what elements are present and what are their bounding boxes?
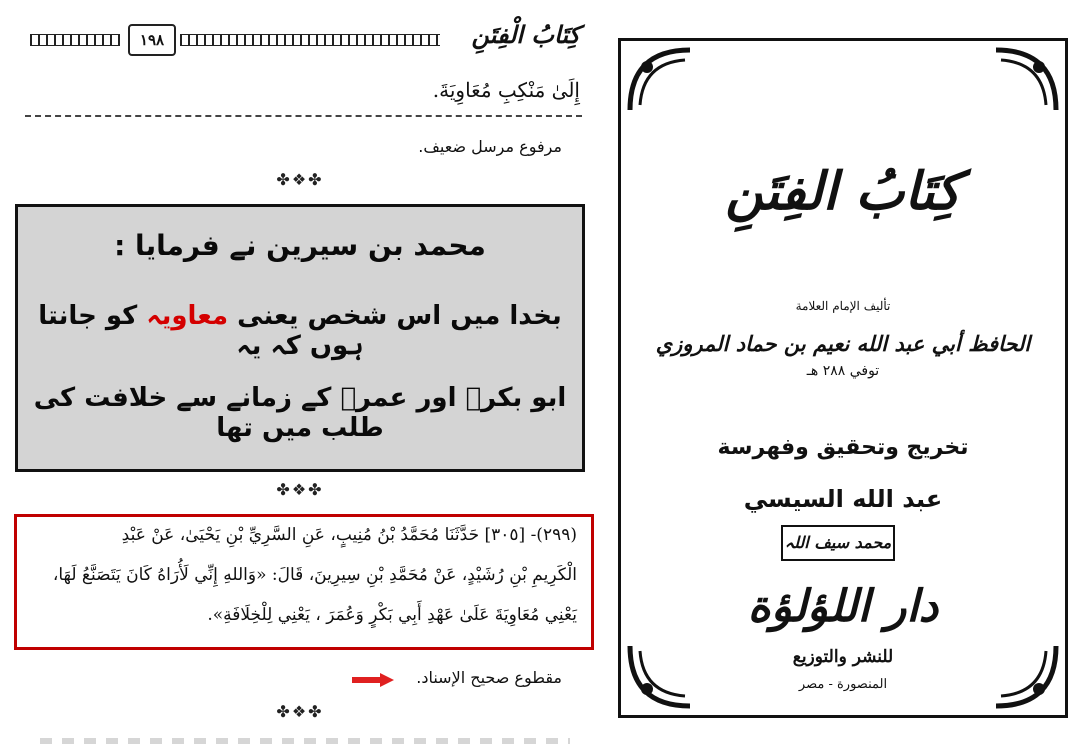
urdu-line-2-b: کو جانتا ہوں کہ یہ bbox=[38, 301, 364, 361]
owner-stamp: محمد سیف اللہ bbox=[781, 525, 895, 561]
publisher-name: دار اللؤلؤة bbox=[747, 581, 939, 632]
hadith-tail-line: إِلَىٰ مَنْكِبِ مُعَاوِيَةَ. bbox=[432, 78, 580, 102]
hadith-box bbox=[14, 514, 594, 650]
red-arrow-icon bbox=[352, 673, 394, 687]
hadith-line-2: الْكَرِيمِ بْنِ رُشَيْدٍ، عَنْ مُحَمَّدِ بْنِ سِيرِينَ، قَالَ: «وَاللهِ إِنِّي لَأُرَاهُ كَانَ يَتَصَنَّعُ لَهَا، bbox=[52, 565, 577, 585]
publisher-city: المنصورة - مصر bbox=[798, 677, 888, 692]
author-death-date: توفي ٢٨٨ هـ bbox=[806, 363, 880, 379]
page-number: ١٩٨ bbox=[128, 24, 176, 56]
grade-text-2: مقطوع صحيح الإسناد. bbox=[416, 668, 562, 687]
publisher-subtitle: للنشر والتوزيع bbox=[792, 647, 894, 667]
faint-bottom-line bbox=[40, 738, 570, 744]
header-chain bbox=[180, 34, 440, 46]
author-name: الحافظ أبي عبد الله نعيم بن حماد المروزي bbox=[655, 331, 1031, 356]
corner-ornament-icon bbox=[625, 45, 695, 115]
urdu-translation-box bbox=[15, 204, 585, 472]
corner-ornament-icon bbox=[991, 45, 1061, 115]
cover-title: كِتَابُ الفِتَنِ bbox=[725, 161, 961, 222]
hadith-line-3: يَعْنِي مُعَاوِيَةَ عَلَىٰ عَهْدِ أَبِي بَكْرٍ وَعُمَرَ ، يَعْنِي لِلْخِلَافَةِ». bbox=[207, 605, 577, 625]
urdu-line-3: ابو بکرؓ اور عمرؓ کے زمانے سے خلافت کی طلب میں تھا bbox=[33, 383, 567, 443]
author-prefix: تأليف الإمام العلامة bbox=[795, 299, 891, 313]
urdu-line-1: محمد بن سیرین نے فرمایا : bbox=[114, 229, 486, 262]
header-chain-left bbox=[30, 34, 120, 46]
highlighted-name: معاویہ bbox=[146, 301, 229, 331]
ornament-divider-1: ✤❖✤ bbox=[276, 170, 324, 189]
ornament-divider-3: ✤❖✤ bbox=[276, 702, 324, 721]
dashed-divider bbox=[25, 115, 582, 117]
header-title: كِتَابُ الْفِتَنِ bbox=[471, 20, 580, 49]
ornament-divider-2: ✤❖✤ bbox=[276, 480, 324, 499]
book-cover bbox=[618, 38, 1068, 718]
page-header bbox=[20, 20, 590, 60]
urdu-line-2 bbox=[18, 301, 582, 361]
editor-name: عبد الله السيسي bbox=[743, 485, 943, 513]
takhrij-line: تخريج وتحقيق وفهرسة bbox=[717, 435, 969, 460]
hadith-line-1: (٢٩٩)- [٣٠٥] حَدَّثَنَا مُحَمَّدُ بْنُ مُنِيبٍ، عَنِ السَّرِيِّ بْنِ يَحْيَىٰ، عَنْ عَبْدِ bbox=[121, 525, 577, 545]
urdu-line-2-a: بخدا میں اس شخص یعنی bbox=[237, 301, 562, 331]
grade-text-1: مرفوع مرسل ضعيف. bbox=[418, 137, 562, 156]
